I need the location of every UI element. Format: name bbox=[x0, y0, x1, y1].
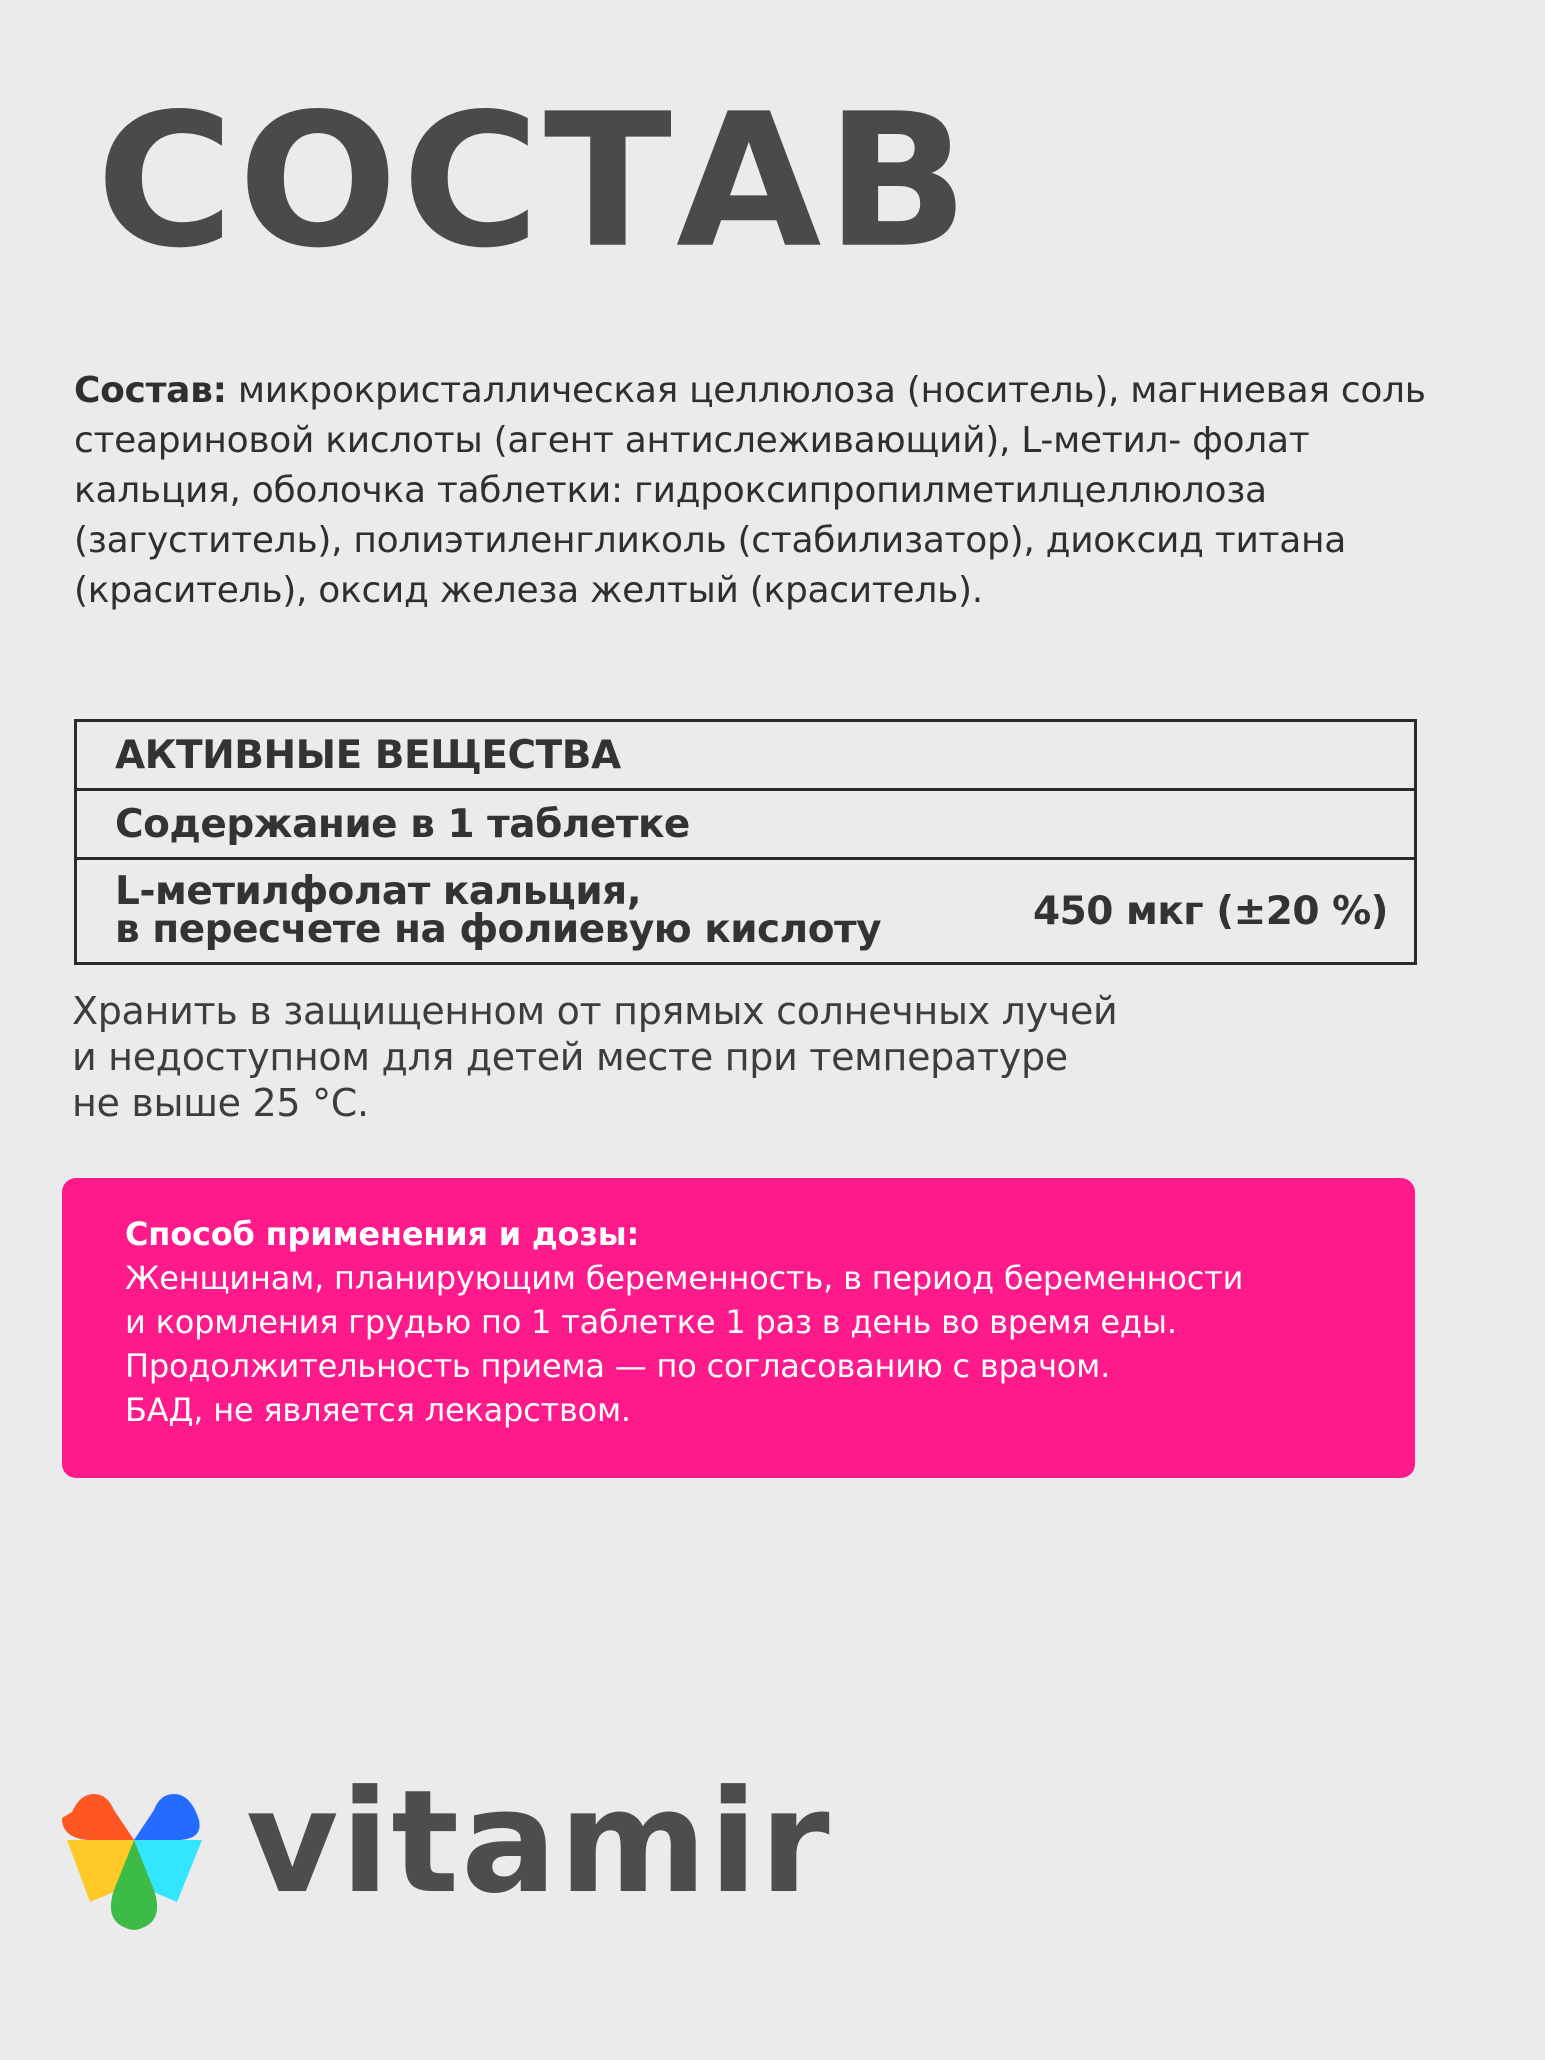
usage-line: и кормления грудью по 1 таблетке 1 раз в день во время еды. bbox=[125, 1303, 1177, 1341]
storage-line: Хранить в защищенном от прямых солнечных лучей bbox=[72, 989, 1118, 1033]
usage-line: Женщинам, планирующим беременность, в период беременности bbox=[125, 1259, 1244, 1297]
substance-name-line2: в пересчете на фолиевую кислоту bbox=[115, 907, 882, 952]
table-subheader-row bbox=[76, 790, 1416, 859]
substance-name-line1: L-метилфолат кальция, bbox=[115, 869, 642, 914]
page-title: СОСТАВ bbox=[96, 74, 973, 289]
substance-amount: 450 мкг (±20 %) bbox=[956, 859, 1416, 964]
usage-line: БАД, не является лекарством. bbox=[125, 1391, 631, 1429]
substance-name bbox=[76, 859, 956, 964]
table-subheader: Содержание в 1 таблетке bbox=[76, 790, 1416, 859]
logo-text: vitamir bbox=[246, 1760, 832, 1925]
composition-ingredients: микрокристаллическая целлюлоза (носитель), магниевая соль стеариновой кислоты (агент антислеживающий), L-метил- фолат кальция, оболочка таблетки: гидроксипропилметилцеллюлоза (загуститель), полиэтиленгликоль (стабилизатор), диоксид титана (краситель), оксид железа желтый (краситель). bbox=[74, 370, 1426, 611]
table-header: АКТИВНЫЕ ВЕЩЕСТВА bbox=[76, 721, 1416, 790]
usage-panel bbox=[62, 1178, 1415, 1478]
usage-line: Продолжительность приема — по согласованию с врачом. bbox=[125, 1347, 1111, 1385]
storage-line: не выше 25 °C. bbox=[72, 1081, 369, 1125]
vitamir-logo-icon bbox=[62, 1792, 212, 1932]
table-row bbox=[76, 859, 1416, 964]
composition-text bbox=[74, 366, 1434, 616]
table-header-row bbox=[76, 721, 1416, 790]
composition-label: Состав: bbox=[74, 370, 227, 411]
storage-instructions bbox=[72, 988, 1117, 1126]
usage-heading: Способ применения и дозы: bbox=[125, 1215, 640, 1253]
active-substances-table bbox=[74, 719, 1417, 965]
storage-line: и недоступном для детей месте при температуре bbox=[72, 1035, 1068, 1079]
